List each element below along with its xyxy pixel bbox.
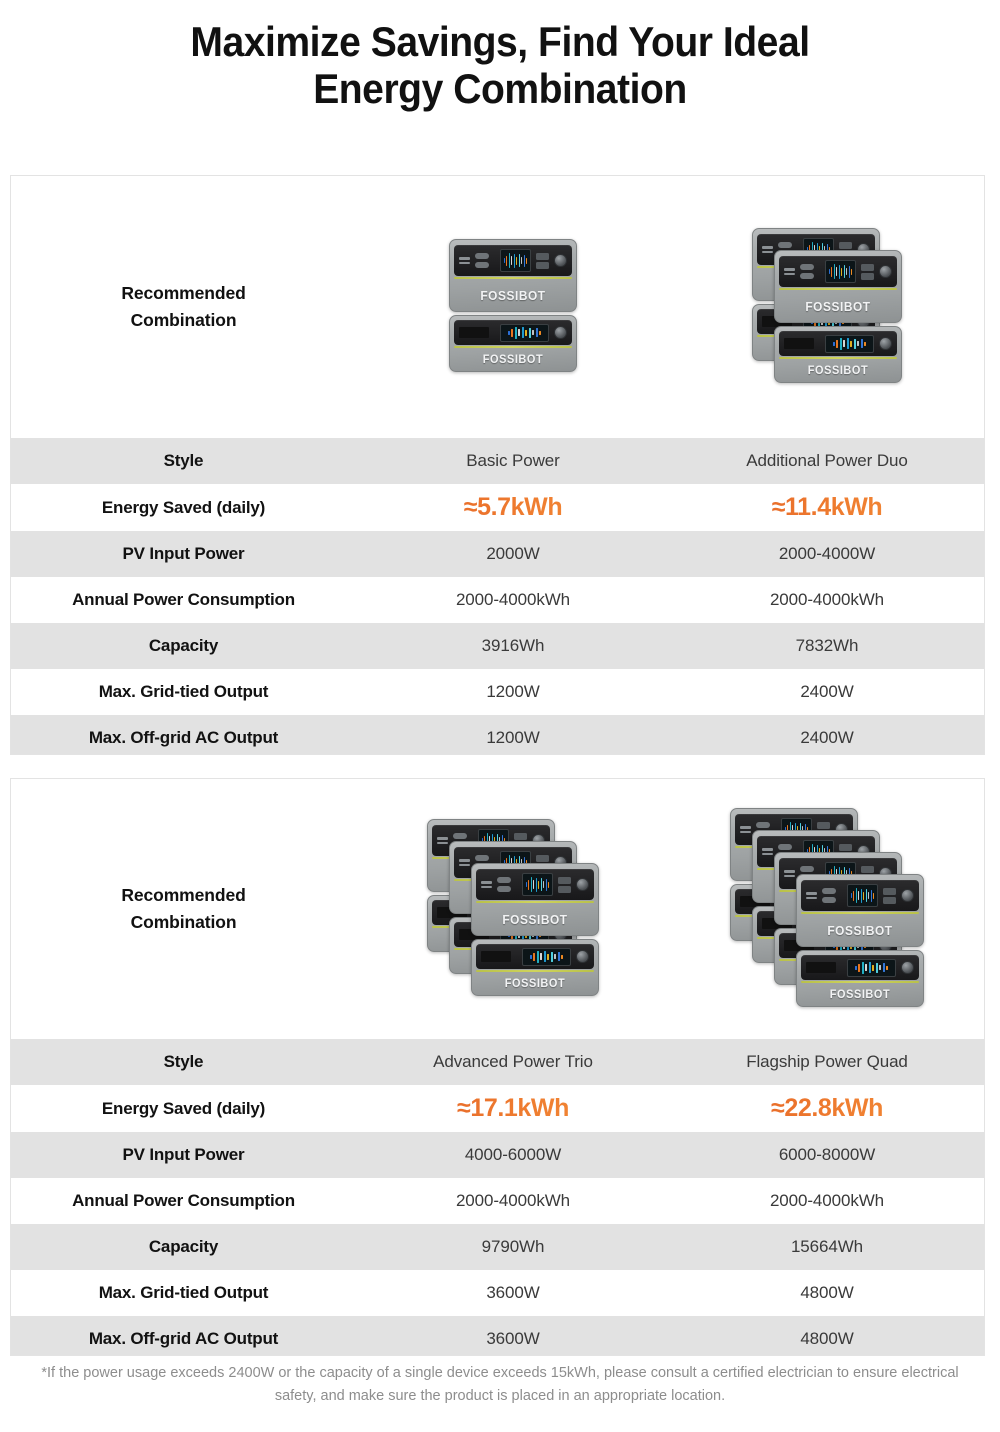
comparison-card-2 [10, 778, 985, 1356]
unit-feet [815, 1006, 906, 1007]
spec-table-2 [11, 1039, 984, 1356]
brand-logo: FOSSIBOT [827, 924, 893, 938]
battery-expansion-unit [449, 315, 577, 372]
spec-row-value: 2000-4000kWh [769, 1191, 885, 1210]
brand-logo: FOSSIBOT [805, 300, 871, 314]
battery-label [806, 962, 836, 973]
spec-row-label: Max. Grid-tied Output [98, 682, 269, 701]
spec-row-value: 2000W [486, 544, 540, 563]
product-stack-group [752, 228, 902, 386]
spec-row-value: 2400W [800, 728, 854, 747]
port-icon [883, 888, 896, 904]
recommended-combination-row-1 [11, 176, 984, 438]
vent-icon [784, 870, 795, 877]
outlet-icon [800, 264, 814, 279]
vent-icon [437, 837, 448, 844]
control-panel [476, 869, 594, 900]
battery-label [784, 338, 814, 349]
spec-row-label: Capacity [148, 1237, 219, 1256]
accent-stripe [779, 357, 897, 359]
spec-row [11, 531, 984, 577]
battery-display-screen [522, 948, 571, 966]
battery-panel [801, 955, 919, 980]
spec-row [11, 623, 984, 669]
display-screen [500, 249, 531, 271]
power-button-icon [554, 326, 567, 339]
power-station-unit [471, 863, 599, 936]
power-button-icon [576, 950, 589, 963]
port-icon [861, 264, 874, 280]
power-station-unit [796, 874, 924, 947]
battery-display-screen [825, 335, 874, 353]
spec-row-value: 9790Wh [481, 1237, 545, 1256]
display-screen [522, 873, 553, 895]
power-button-icon [901, 889, 914, 902]
spec-row [11, 1270, 984, 1316]
vent-icon [459, 859, 470, 866]
unit-feet [793, 382, 884, 383]
page-title [35, 0, 965, 112]
recommended-combination-row-2 [11, 779, 984, 1039]
outlet-icon [822, 888, 836, 903]
product-stack [796, 874, 924, 1007]
control-panel [454, 245, 572, 276]
spec-row [11, 1316, 984, 1356]
product-image-flagship-power-quad [670, 779, 984, 1039]
spec-row-value: ≈5.7kWh [356, 493, 670, 522]
battery-panel [454, 320, 572, 345]
power-station-unit [774, 250, 902, 323]
spec-row [11, 1039, 984, 1085]
port-icon [536, 253, 549, 269]
vent-icon [459, 257, 470, 264]
power-station-unit [449, 239, 577, 312]
spec-row-value: ≈11.4kWh [670, 493, 984, 522]
spec-row-value: 15664Wh [790, 1237, 864, 1256]
spec-row-value: Flagship Power Quad [746, 1052, 908, 1071]
spec-row [11, 438, 984, 484]
combo-label-line-1: Recommended [121, 282, 246, 303]
power-button-icon [901, 961, 914, 974]
vent-icon [762, 246, 773, 253]
spec-row-label: Energy Saved (daily) [101, 1098, 266, 1118]
port-icon [558, 877, 571, 893]
spec-row-value: ≈22.8kWh [670, 1094, 984, 1123]
product-stack [471, 863, 599, 996]
control-panel [779, 256, 897, 287]
product-stack-group [427, 819, 599, 999]
control-panel [801, 880, 919, 911]
display-screen [847, 884, 878, 906]
accent-stripe [801, 912, 919, 914]
accent-stripe [454, 346, 572, 348]
accent-stripe [476, 901, 594, 903]
product-stack [449, 239, 577, 372]
battery-expansion-unit [796, 950, 924, 1007]
product-image-advanced-power-trio [356, 779, 670, 1039]
spec-row [11, 484, 984, 531]
spec-row-label: Max. Grid-tied Output [98, 1283, 269, 1302]
battery-panel [779, 331, 897, 356]
recommended-combination-label-2 [11, 882, 356, 936]
spec-row-label: Style [163, 1052, 204, 1071]
spec-row-value: 2000-4000kWh [769, 590, 885, 609]
spec-row-value: 3600W [486, 1283, 540, 1302]
spec-row-label: Energy Saved (daily) [101, 497, 266, 517]
spec-row-label: Capacity [148, 636, 219, 655]
power-button-icon [879, 265, 892, 278]
spec-row-label: PV Input Power [122, 544, 245, 563]
brand-logo: FOSSIBOT [829, 989, 891, 1001]
brand-logo: FOSSIBOT [480, 289, 546, 303]
brand-logo: FOSSIBOT [504, 978, 566, 990]
accent-stripe [801, 981, 919, 983]
product-stack [774, 250, 902, 383]
spec-row-value: Advanced Power Trio [433, 1052, 593, 1071]
outlet-icon [475, 253, 489, 268]
battery-expansion-unit [471, 939, 599, 996]
spec-row [11, 669, 984, 715]
battery-panel [476, 944, 594, 969]
battery-display-screen [847, 959, 896, 977]
vent-icon [784, 268, 795, 275]
spec-row-value: 4800W [800, 1283, 854, 1302]
spec-row-value: 3916Wh [481, 636, 545, 655]
spec-row-label: Max. Off-grid AC Output [88, 728, 279, 747]
spec-row-value: 6000-8000W [778, 1145, 876, 1164]
spec-row-value: 4000-6000W [464, 1145, 562, 1164]
battery-expansion-unit [774, 326, 902, 383]
power-button-icon [879, 337, 892, 350]
battery-display-screen [500, 324, 549, 342]
spec-row-value: 1200W [486, 728, 540, 747]
product-image-additional-power-duo [670, 176, 984, 438]
brand-logo: FOSSIBOT [502, 913, 568, 927]
spec-row-label: Annual Power Consumption [72, 1191, 295, 1210]
accent-stripe [454, 277, 572, 279]
spec-row-value: ≈17.1kWh [356, 1094, 670, 1123]
spec-row [11, 577, 984, 623]
spec-row-value: 1200W [486, 682, 540, 701]
vent-icon [740, 826, 751, 833]
accent-stripe [779, 288, 897, 290]
spec-row-value: 2400W [800, 682, 854, 701]
vent-icon [481, 881, 492, 888]
page-title-line-2: Energy Combination [313, 65, 687, 113]
spec-row-value: 7832Wh [795, 636, 859, 655]
spec-row [11, 1224, 984, 1270]
spec-row-value: 2000-4000kWh [455, 1191, 571, 1210]
outlet-icon [497, 877, 511, 892]
vent-icon [806, 892, 817, 899]
brand-logo: FOSSIBOT [482, 354, 544, 366]
spec-row-value: 2000-4000W [778, 544, 876, 563]
spec-row [11, 715, 984, 755]
battery-label [481, 951, 511, 962]
spec-row [11, 1178, 984, 1224]
spec-row-label: Max. Off-grid AC Output [88, 1329, 279, 1348]
combo-label-line-2: Combination [130, 310, 237, 330]
spec-row [11, 1132, 984, 1178]
product-stack-group [730, 808, 924, 1010]
power-button-icon [554, 254, 567, 267]
footnote-disclaimer: *If the power usage exceeds 2400W or the capacity of a single device exceeds 15kWh, please consult a certified electrician to ensure electrical safety, and make sure the product is placed in an appropriate location. [41, 1365, 959, 1405]
spec-row-label: Style [163, 451, 204, 470]
page-title-line-1: Maximize Savings, Find Your Ideal [190, 18, 810, 65]
spec-row-label: Annual Power Consumption [72, 590, 295, 609]
spec-table-1 [11, 438, 984, 755]
recommended-combination-label-1 [11, 280, 356, 334]
spec-row [11, 1085, 984, 1132]
brand-logo: FOSSIBOT [807, 365, 869, 377]
spec-row-value: Additional Power Duo [746, 451, 908, 470]
display-screen [825, 260, 856, 282]
vent-icon [762, 848, 773, 855]
combo-label-line-2: Combination [130, 912, 237, 932]
unit-feet [490, 995, 581, 996]
spec-row-label: PV Input Power [122, 1145, 245, 1164]
spec-row-value: 2000-4000kWh [455, 590, 571, 609]
product-stack-group [449, 239, 577, 375]
spec-row-value: Basic Power [466, 451, 560, 470]
spec-row-value: 3600W [486, 1329, 540, 1348]
accent-stripe [476, 970, 594, 972]
battery-label [459, 327, 489, 338]
spec-row-value: 4800W [800, 1329, 854, 1348]
unit-feet [468, 371, 559, 372]
combo-label-line-1: Recommended [121, 884, 246, 905]
power-button-icon [576, 878, 589, 891]
comparison-card-1 [10, 175, 985, 755]
product-image-basic-power [356, 176, 670, 438]
